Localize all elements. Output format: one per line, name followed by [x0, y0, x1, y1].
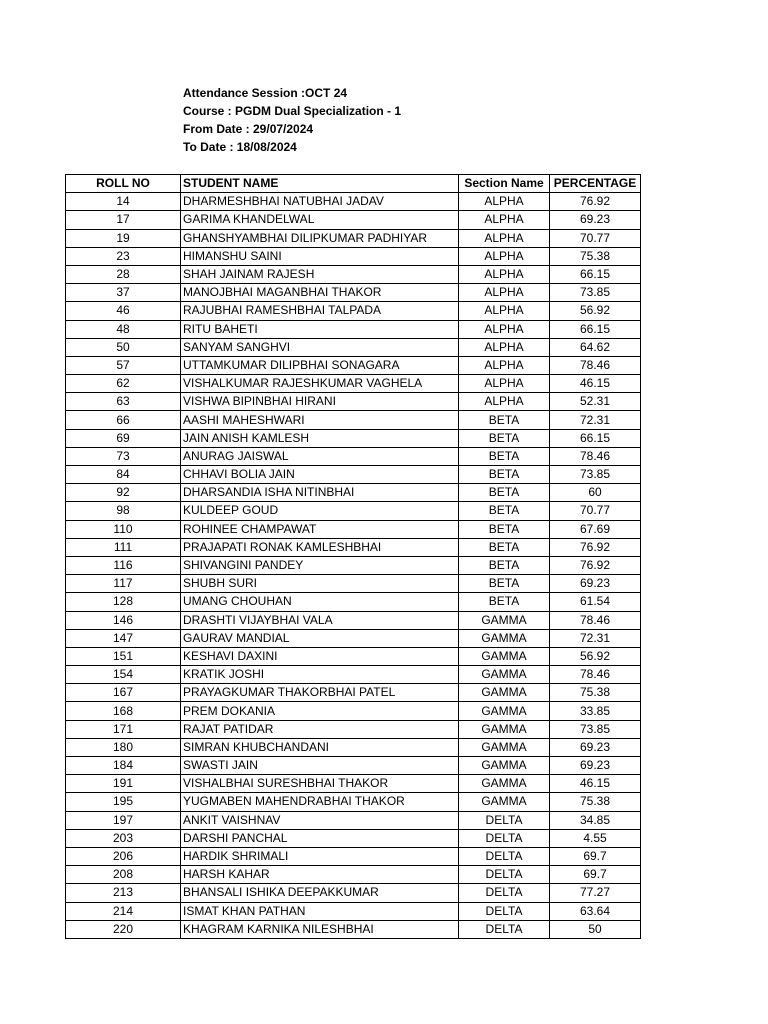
table-row [66, 884, 641, 902]
table-row [66, 247, 641, 265]
percentage-cell: 34.85 [550, 811, 641, 829]
section-name-cell: DELTA [459, 920, 550, 938]
percentage-cell: 78.46 [550, 666, 641, 684]
student-name-cell: DARSHI PANCHAL [181, 829, 459, 847]
student-name-cell: YUGMABEN MAHENDRABHAI THAKOR [181, 793, 459, 811]
roll-no-cell: 84 [66, 466, 181, 484]
section-name-cell: GAMMA [459, 666, 550, 684]
roll-no-cell: 197 [66, 811, 181, 829]
percentage-cell: 75.38 [550, 684, 641, 702]
percentage-cell: 70.77 [550, 229, 641, 247]
roll-no-cell: 195 [66, 793, 181, 811]
section-name-cell: ALPHA [459, 393, 550, 411]
section-name-cell: BETA [459, 411, 550, 429]
roll-no-cell: 110 [66, 520, 181, 538]
section-name-cell: BETA [459, 556, 550, 574]
roll-no-cell: 73 [66, 447, 181, 465]
student-name-cell: AASHI MAHESHWARI [181, 411, 459, 429]
section-name-cell: GAMMA [459, 738, 550, 756]
section-name-cell: GAMMA [459, 775, 550, 793]
section-name-cell: BETA [459, 593, 550, 611]
section-name-cell: GAMMA [459, 793, 550, 811]
column-header-section-name: Section Name [459, 175, 550, 193]
table-row [66, 866, 641, 884]
section-name-cell: ALPHA [459, 211, 550, 229]
section-name-cell: DELTA [459, 811, 550, 829]
roll-no-cell: 37 [66, 284, 181, 302]
roll-no-cell: 111 [66, 538, 181, 556]
table-row [66, 738, 641, 756]
percentage-cell: 77.27 [550, 884, 641, 902]
table-row [66, 302, 641, 320]
percentage-cell: 72.31 [550, 629, 641, 647]
from-date: From Date : 29/07/2024 [183, 122, 314, 136]
student-name-cell: SIMRAN KHUBCHANDANI [181, 738, 459, 756]
roll-no-cell: 214 [66, 902, 181, 920]
percentage-cell: 76.92 [550, 193, 641, 211]
table-row [66, 920, 641, 938]
section-name-cell: BETA [459, 447, 550, 465]
report-header [183, 84, 401, 156]
roll-no-cell: 14 [66, 193, 181, 211]
student-name-cell: VISHWA BIPINBHAI HIRANI [181, 393, 459, 411]
percentage-cell: 69.23 [550, 757, 641, 775]
roll-no-cell: 171 [66, 720, 181, 738]
table-row [66, 611, 641, 629]
student-name-cell: PRAYAGKUMAR THAKORBHAI PATEL [181, 684, 459, 702]
roll-no-cell: 220 [66, 920, 181, 938]
section-name-cell: DELTA [459, 847, 550, 865]
column-header-percentage: PERCENTAGE [550, 175, 641, 193]
section-name-cell: BETA [459, 466, 550, 484]
student-name-cell: HIMANSHU SAINI [181, 247, 459, 265]
student-name-cell: UMANG CHOUHAN [181, 593, 459, 611]
roll-no-cell: 191 [66, 775, 181, 793]
section-name-cell: BETA [459, 520, 550, 538]
student-name-cell: SHUBH SURI [181, 575, 459, 593]
table-row [66, 484, 641, 502]
percentage-cell: 46.15 [550, 775, 641, 793]
section-name-cell: ALPHA [459, 193, 550, 211]
student-name-cell: ROHINEE CHAMPAWAT [181, 520, 459, 538]
table-row [66, 847, 641, 865]
table-row [66, 375, 641, 393]
percentage-cell: 76.92 [550, 538, 641, 556]
section-name-cell: ALPHA [459, 356, 550, 374]
table-row [66, 702, 641, 720]
table-row [66, 393, 641, 411]
section-name-cell: DELTA [459, 902, 550, 920]
roll-no-cell: 63 [66, 393, 181, 411]
student-name-cell: GAURAV MANDIAL [181, 629, 459, 647]
percentage-cell: 69.23 [550, 211, 641, 229]
roll-no-cell: 50 [66, 338, 181, 356]
section-name-cell: GAMMA [459, 684, 550, 702]
table-row [66, 466, 641, 484]
section-name-cell: GAMMA [459, 611, 550, 629]
student-name-cell: RITU BAHETI [181, 320, 459, 338]
student-name-cell: UTTAMKUMAR DILIPBHAI SONAGARA [181, 356, 459, 374]
student-name-cell: KRATIK JOSHI [181, 666, 459, 684]
percentage-cell: 63.64 [550, 902, 641, 920]
section-name-cell: ALPHA [459, 375, 550, 393]
student-name-cell: HARDIK SHRIMALI [181, 847, 459, 865]
roll-no-cell: 17 [66, 211, 181, 229]
table-row [66, 720, 641, 738]
percentage-cell: 78.46 [550, 447, 641, 465]
roll-no-cell: 48 [66, 320, 181, 338]
table-row [66, 647, 641, 665]
percentage-cell: 72.31 [550, 411, 641, 429]
table-row [66, 284, 641, 302]
percentage-cell: 70.77 [550, 502, 641, 520]
percentage-cell: 66.15 [550, 320, 641, 338]
student-name-cell: MANOJBHAI MAGANBHAI THAKOR [181, 284, 459, 302]
section-name-cell: DELTA [459, 884, 550, 902]
table-row [66, 556, 641, 574]
table-row [66, 757, 641, 775]
roll-no-cell: 206 [66, 847, 181, 865]
student-name-cell: DRASHTI VIJAYBHAI VALA [181, 611, 459, 629]
table-row [66, 211, 641, 229]
table-row [66, 775, 641, 793]
column-header-student-name: STUDENT NAME [181, 175, 459, 193]
to-date: To Date : 18/08/2024 [183, 140, 297, 154]
section-name-cell: GAMMA [459, 757, 550, 775]
table-row [66, 411, 641, 429]
roll-no-cell: 168 [66, 702, 181, 720]
table-row [66, 229, 641, 247]
table-row [66, 829, 641, 847]
student-name-cell: DHARSANDIA ISHA NITINBHAI [181, 484, 459, 502]
section-name-cell: DELTA [459, 866, 550, 884]
table-row [66, 629, 641, 647]
roll-no-cell: 167 [66, 684, 181, 702]
percentage-cell: 64.62 [550, 338, 641, 356]
roll-no-cell: 66 [66, 411, 181, 429]
roll-no-cell: 151 [66, 647, 181, 665]
roll-no-cell: 69 [66, 429, 181, 447]
table-row [66, 575, 641, 593]
section-name-cell: BETA [459, 538, 550, 556]
table-row [66, 320, 641, 338]
student-name-cell: ANKIT VAISHNAV [181, 811, 459, 829]
percentage-cell: 75.38 [550, 793, 641, 811]
section-name-cell: GAMMA [459, 720, 550, 738]
table-row [66, 902, 641, 920]
table-row [66, 520, 641, 538]
percentage-cell: 60 [550, 484, 641, 502]
table-row [66, 538, 641, 556]
table-row [66, 429, 641, 447]
student-name-cell: RAJUBHAI RAMESHBHAI TALPADA [181, 302, 459, 320]
section-name-cell: ALPHA [459, 302, 550, 320]
roll-no-cell: 146 [66, 611, 181, 629]
section-name-cell: DELTA [459, 829, 550, 847]
attendance-table [65, 174, 641, 939]
student-name-cell: SHAH JAINAM RAJESH [181, 265, 459, 283]
section-name-cell: GAMMA [459, 647, 550, 665]
percentage-cell: 73.85 [550, 284, 641, 302]
table-row [66, 447, 641, 465]
table-header-row [66, 175, 641, 193]
student-name-cell: KHAGRAM KARNIKA NILESHBHAI [181, 920, 459, 938]
student-name-cell: CHHAVI BOLIA JAIN [181, 466, 459, 484]
roll-no-cell: 28 [66, 265, 181, 283]
section-name-cell: ALPHA [459, 320, 550, 338]
student-name-cell: HARSH KAHAR [181, 866, 459, 884]
roll-no-cell: 180 [66, 738, 181, 756]
percentage-cell: 73.85 [550, 466, 641, 484]
table-row [66, 502, 641, 520]
student-name-cell: JAIN ANISH KAMLESH [181, 429, 459, 447]
section-name-cell: ALPHA [459, 229, 550, 247]
percentage-cell: 46.15 [550, 375, 641, 393]
table-row [66, 265, 641, 283]
student-name-cell: GHANSHYAMBHAI DILIPKUMAR PADHIYAR [181, 229, 459, 247]
table-row [66, 593, 641, 611]
roll-no-cell: 57 [66, 356, 181, 374]
percentage-cell: 66.15 [550, 265, 641, 283]
percentage-cell: 50 [550, 920, 641, 938]
student-name-cell: BHANSALI ISHIKA DEEPAKKUMAR [181, 884, 459, 902]
percentage-cell: 52.31 [550, 393, 641, 411]
percentage-cell: 56.92 [550, 647, 641, 665]
section-name-cell: ALPHA [459, 284, 550, 302]
section-name-cell: BETA [459, 502, 550, 520]
student-name-cell: ANURAG JAISWAL [181, 447, 459, 465]
section-name-cell: GAMMA [459, 629, 550, 647]
roll-no-cell: 23 [66, 247, 181, 265]
roll-no-cell: 213 [66, 884, 181, 902]
percentage-cell: 69.7 [550, 866, 641, 884]
percentage-cell: 69.7 [550, 847, 641, 865]
roll-no-cell: 46 [66, 302, 181, 320]
section-name-cell: BETA [459, 484, 550, 502]
student-name-cell: PREM DOKANIA [181, 702, 459, 720]
student-name-cell: RAJAT PATIDAR [181, 720, 459, 738]
roll-no-cell: 128 [66, 593, 181, 611]
table-row [66, 684, 641, 702]
roll-no-cell: 208 [66, 866, 181, 884]
roll-no-cell: 92 [66, 484, 181, 502]
section-name-cell: BETA [459, 575, 550, 593]
roll-no-cell: 19 [66, 229, 181, 247]
student-name-cell: SHIVANGINI PANDEY [181, 556, 459, 574]
column-header-roll-no: ROLL NO [66, 175, 181, 193]
roll-no-cell: 62 [66, 375, 181, 393]
table-row [66, 666, 641, 684]
student-name-cell: VISHALBHAI SURESHBHAI THAKOR [181, 775, 459, 793]
roll-no-cell: 147 [66, 629, 181, 647]
percentage-cell: 69.23 [550, 738, 641, 756]
percentage-cell: 76.92 [550, 556, 641, 574]
student-name-cell: SANYAM SANGHVI [181, 338, 459, 356]
section-name-cell: GAMMA [459, 702, 550, 720]
percentage-cell: 69.23 [550, 575, 641, 593]
attendance-session: Attendance Session :OCT 24 [183, 86, 348, 100]
roll-no-cell: 117 [66, 575, 181, 593]
student-name-cell: GARIMA KHANDELWAL [181, 211, 459, 229]
section-name-cell: BETA [459, 429, 550, 447]
section-name-cell: ALPHA [459, 265, 550, 283]
table-row [66, 793, 641, 811]
percentage-cell: 75.38 [550, 247, 641, 265]
percentage-cell: 56.92 [550, 302, 641, 320]
section-name-cell: ALPHA [459, 247, 550, 265]
student-name-cell: KULDEEP GOUD [181, 502, 459, 520]
percentage-cell: 73.85 [550, 720, 641, 738]
percentage-cell: 78.46 [550, 611, 641, 629]
roll-no-cell: 203 [66, 829, 181, 847]
roll-no-cell: 98 [66, 502, 181, 520]
table-row [66, 338, 641, 356]
table-row [66, 356, 641, 374]
roll-no-cell: 184 [66, 757, 181, 775]
percentage-cell: 66.15 [550, 429, 641, 447]
roll-no-cell: 154 [66, 666, 181, 684]
table-row [66, 811, 641, 829]
roll-no-cell: 116 [66, 556, 181, 574]
table-row [66, 193, 641, 211]
student-name-cell: ISMAT KHAN PATHAN [181, 902, 459, 920]
student-name-cell: KESHAVI DAXINI [181, 647, 459, 665]
percentage-cell: 61.54 [550, 593, 641, 611]
percentage-cell: 33.85 [550, 702, 641, 720]
student-name-cell: SWASTI JAIN [181, 757, 459, 775]
course-name: Course : PGDM Dual Specialization - 1 [183, 104, 402, 118]
student-name-cell: VISHALKUMAR RAJESHKUMAR VAGHELA [181, 375, 459, 393]
percentage-cell: 67.69 [550, 520, 641, 538]
student-name-cell: DHARMESHBHAI NATUBHAI JADAV [181, 193, 459, 211]
percentage-cell: 4.55 [550, 829, 641, 847]
percentage-cell: 78.46 [550, 356, 641, 374]
student-name-cell: PRAJAPATI RONAK KAMLESHBHAI [181, 538, 459, 556]
section-name-cell: ALPHA [459, 338, 550, 356]
